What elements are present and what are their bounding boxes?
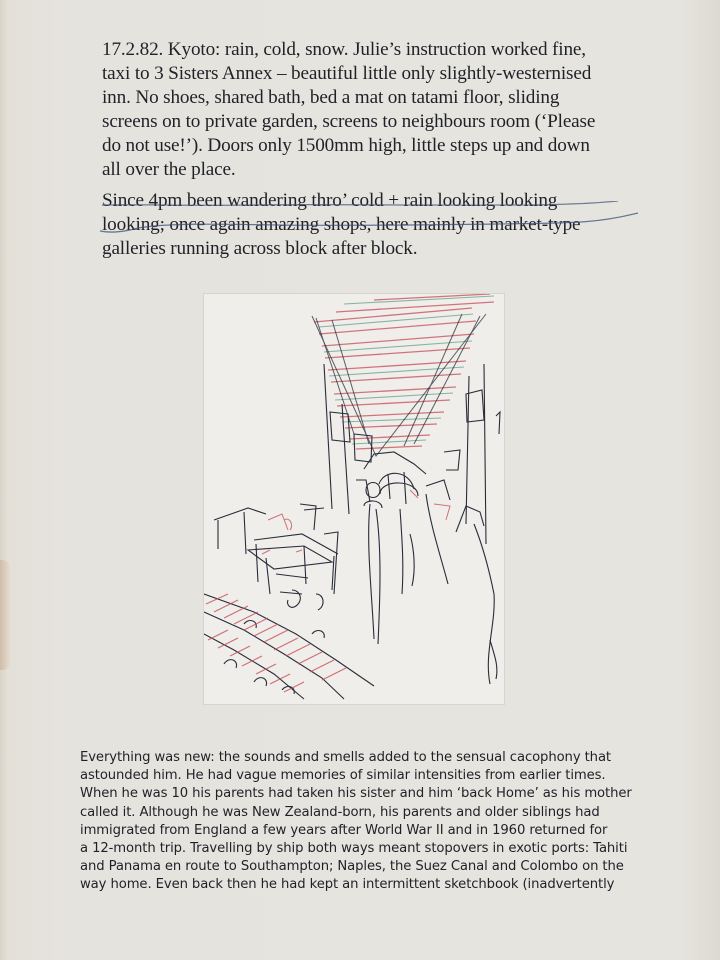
narrative-line: immigrated from England a few years after World War II and in 1960 returned for bbox=[80, 822, 608, 838]
journal-line: do not use!’). Doors only 1500mm high, little steps up and down bbox=[102, 135, 590, 156]
narrative-line: When he was 10 his parents had taken his sister and him ‘back Home’ as his mother bbox=[80, 786, 632, 802]
journal-line: galleries running across block after block. bbox=[102, 238, 418, 259]
narrative-line: way home. Even back then he had kept an intermittent sketchbook (inadvertently bbox=[80, 877, 615, 893]
journal-paragraph-1 bbox=[102, 38, 642, 182]
narrative-line: called it. Although he was New Zealand-born, his parents and older siblings had bbox=[80, 804, 600, 820]
journal-line: all over the place. bbox=[102, 159, 236, 180]
narrative-line: Everything was new: the sounds and smells added to the sensual cacophony that bbox=[80, 750, 611, 765]
narrative-line: a 12-month trip. Travelling by ship both ways meant stopovers in exotic ports: Tahiti bbox=[80, 841, 628, 857]
market-arcade-sketch bbox=[204, 294, 504, 704]
sketch-drawing bbox=[204, 294, 504, 704]
handwritten-journal-entry bbox=[102, 38, 642, 268]
journal-line: 17.2.82. Kyoto: rain, cold, snow. Julie’s instruction worked fine, bbox=[102, 39, 586, 60]
narrative-line: and Panama en route to Southampton; Naples, the Suez Canal and Colombo on the bbox=[80, 859, 624, 875]
journal-paragraph-2 bbox=[102, 189, 642, 261]
narrative-line: astounded him. He had vague memories of similar intensities from earlier times. bbox=[80, 768, 606, 784]
journal-line: inn. No shoes, shared bath, bed a mat on tatami floor, sliding bbox=[102, 87, 560, 108]
journal-line: Since 4pm been wandering thro’ cold + rain looking looking bbox=[102, 190, 558, 211]
journal-line: taxi to 3 Sisters Annex – beautiful little only slightly-westernised bbox=[102, 63, 592, 84]
journal-line: screens on to private garden, screens to neighbours room (‘Please bbox=[102, 111, 596, 132]
journal-line: looking; once again amazing shops, here mainly in market-type bbox=[102, 214, 581, 235]
narrative-paragraph bbox=[80, 749, 650, 895]
adjacent-page-edge bbox=[0, 560, 10, 670]
